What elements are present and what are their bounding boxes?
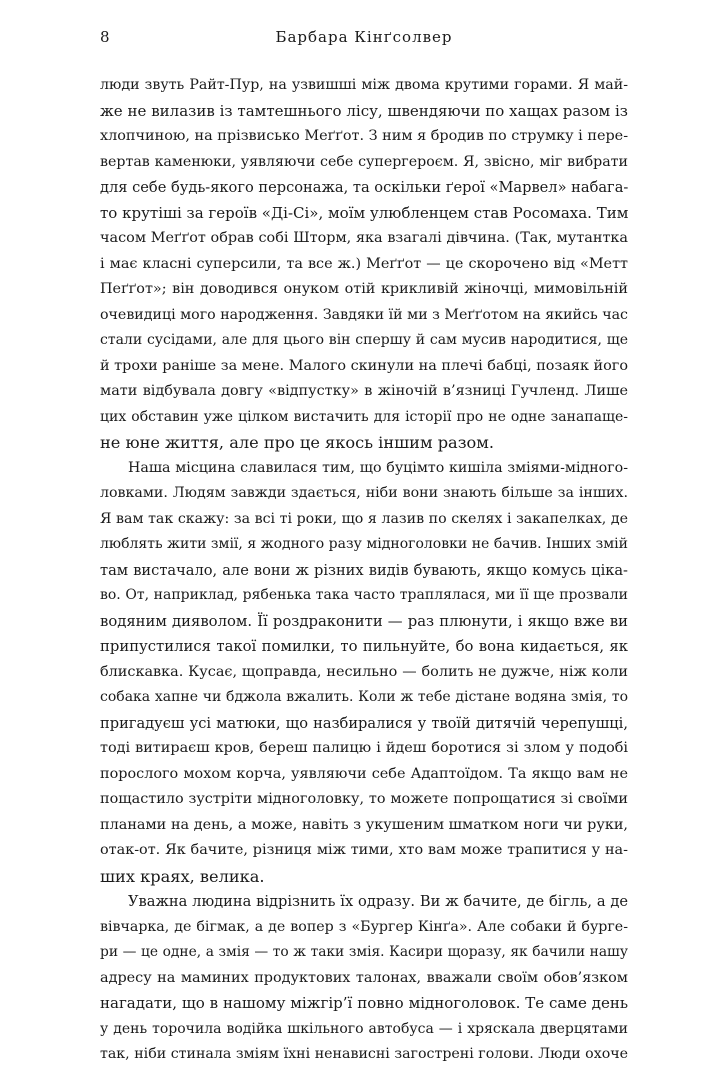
text-line: пригадуєш усі матюки, що назбиралися у твоїй дитячій черепушці,	[100, 714, 628, 732]
text-line: і має класні суперсили, та все ж.) Меґґот — це скорочено від «Метт	[100, 255, 628, 272]
text-line: же не вилазив із тамтешнього лісу, швендяючи по хащах разом із	[100, 101, 628, 120]
text-line: так, ніби стинала зміям їхні ненависні загострені голови. Люди охоче	[100, 1046, 628, 1062]
text-line: вівчарка, де бігмак, а де вопер з «Бургер Кінґа». Але собаки й бурге-	[100, 918, 628, 935]
body-text	[100, 73, 628, 1068]
text-line: водяним дияволом. Її роздраконити — раз плюнути, і якщо вже ви	[100, 612, 628, 630]
text-line: порослого мохом корча, уявляючи себе Адаптоїдом. Та якщо вам не	[100, 765, 628, 782]
text-line: для себе будь-якого персонажа, та оскільки ґерої «Марвел» набага-	[100, 179, 628, 196]
text-line: часом Меґґот обрав собі Шторм, яка взагалі дівчина. (Так, мутантка	[100, 230, 628, 246]
text-line: не юне життя, але про це якось іншим разом.	[100, 433, 495, 452]
text-line: там вистачало, але вони ж різних видів бувають, якщо комусь ціка-	[100, 561, 628, 579]
paragraph	[100, 73, 628, 456]
text-line: планами на день, а може, навіть з укушеним шматком ноги чи руки,	[100, 816, 628, 833]
text-line: Я вам так скажу: за всі ті роки, що я лазив по скелях і закапелках, де	[100, 510, 628, 527]
text-line: собака хапне чи бджола вжалить. Коли ж тебе дістане водяна змія, то	[100, 689, 628, 705]
text-line: пощастило зустріти мідноголовку, то можете попрощатися зі своїми	[100, 791, 628, 807]
page-number: 8	[100, 28, 110, 46]
text-line: нагадати, що в нашому міжгір’ї повно мідноголовок. Те саме день	[100, 994, 628, 1012]
text-line: отак-от. Як бачите, різниця між тими, хто вам може трапитися у на-	[100, 842, 628, 858]
text-line: адресу на маминих продуктових талонах, вважали своїм обов’язком	[100, 969, 628, 986]
text-line: люблять жити змії, я жодного разу мідноголовки не бачив. Інших змій	[100, 536, 628, 552]
text-line: цих обставин уже цілком вистачить для історії про не одне занапаще-	[100, 408, 628, 425]
text-line: мати відбувала довгу «відпустку» в жіночій в’язниці Гучленд. Лише	[100, 383, 628, 399]
text-line: хлопчиною, на прізвисько Меґґот. З ним я бродив по струмку і пере-	[100, 128, 628, 144]
text-line: Пеґґот»; він доводився онуком отій крикливій жіночці, мимовільній	[100, 281, 628, 297]
paragraph	[100, 889, 628, 1068]
text-line: ших краях, велика.	[100, 866, 265, 886]
text-line: блискавка. Кусає, щоправда, несильно — болить не дужче, ніж коли	[100, 663, 628, 680]
text-line: Уважна людина відрізнить їх одразу. Ви ж бачите, де бігль, а де	[128, 893, 628, 910]
text-line: то крутіші за героїв «Ді-Сі», моїм улюбленцем став Росомаха. Тим	[100, 203, 628, 222]
text-line: у день торочила водійка шкільного автобуса — і хряскала дверцятами	[100, 1020, 628, 1037]
text-line: во. От, наприклад, рябенька така часто траплялася, ми її ще прозвали	[100, 587, 628, 603]
text-line: припустилися такої помилки, то пильнуйте, бо вона кидається, як	[100, 638, 628, 655]
text-line: Наша місцина славилася тим, що буцімто кишіла зміями-мідного-	[128, 459, 628, 476]
text-line: й трохи раніше за мене. Малого скинули на плечі бабці, позаяк його	[100, 357, 628, 374]
text-line: ловками. Людям завжди здається, ніби вони знають більше за інших.	[100, 485, 628, 501]
text-line: тоді витираєш кров, береш палицю і йдеш боротися зі злом у подобі	[100, 740, 628, 756]
running-head-author: Барбара Кінґсолвер	[275, 28, 453, 46]
text-line: люди звуть Райт-Пур, на узвишші між двома крутими горами. Я май-	[100, 77, 628, 93]
text-line: стали сусідами, але для цього він спершу й сам мусив народитися, ще	[100, 332, 628, 348]
text-line: ри — це одне, а змія — то ж таки змія. Касири щоразу, як бачили нашу	[100, 944, 628, 960]
text-line: очевидиці мого народження. Завдяки їй ми з Меґґотом на якийсь час	[100, 306, 628, 323]
running-head	[100, 28, 628, 52]
paragraph	[100, 456, 628, 890]
text-line: вертав каменюки, уявляючи себе супергероєм. Я, звісно, міг вибрати	[100, 153, 628, 170]
